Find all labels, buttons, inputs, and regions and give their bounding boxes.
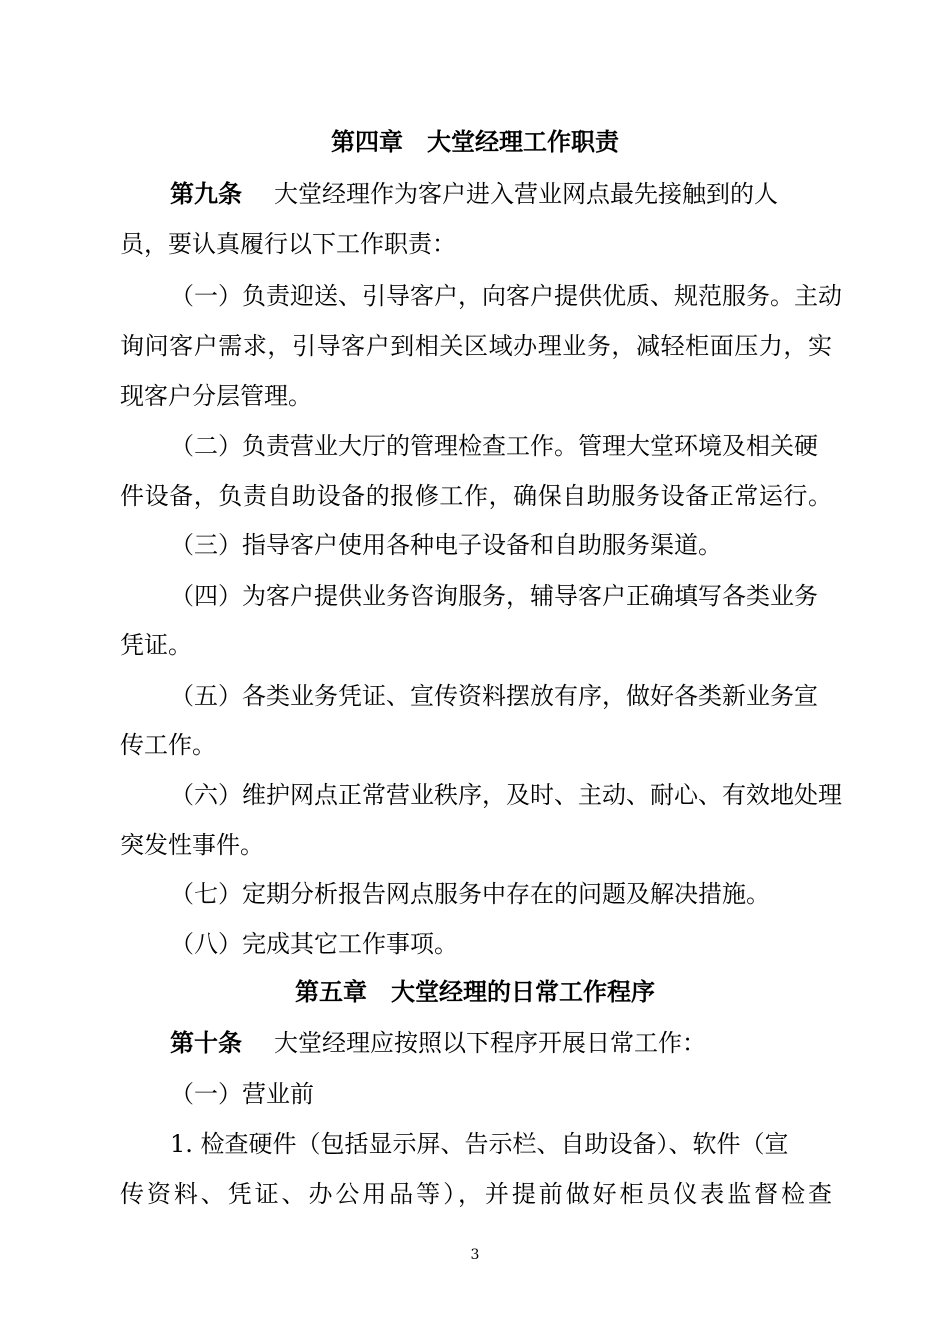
- item-7-line-1: （七）定期分析报告网点服务中存在的问题及解决措施。: [170, 880, 770, 908]
- item-4-line-2: 凭证。: [120, 631, 192, 659]
- article-9-label: 第九条: [170, 179, 242, 208]
- article-9-line-1: [170, 178, 778, 210]
- item-1-line-3: 现客户分层管理。: [120, 382, 312, 410]
- item-1-line-1: （一）负责迎送、引导客户，向客户提供优质、规范服务。主动: [170, 282, 842, 310]
- item-5-line-2: 传工作。: [120, 731, 216, 759]
- article-9-line-2: 员，要认真履行以下工作职责：: [120, 230, 456, 258]
- item-4-line-1: （四）为客户提供业务咨询服务，辅导客户正确填写各类业务: [170, 582, 818, 610]
- point-1-line-2: 传资料、凭证、办公用品等），并提前做好柜员仪表监督检查: [120, 1180, 832, 1208]
- article-10-line-1: [170, 1027, 706, 1059]
- chapter-5-title: 第五章 大堂经理的日常工作程序: [295, 977, 655, 1006]
- item-6-line-1: （六）维护网点正常营业秩序，及时、主动、耐心、有效地处理: [170, 781, 842, 809]
- article-10-label: 第十条: [170, 1028, 242, 1057]
- item-2-line-2: 件设备，负责自助设备的报修工作，确保自助服务设备正常运行。: [120, 482, 832, 510]
- item-5-line-1: （五）各类业务凭证、宣传资料摆放有序，做好各类新业务宣: [170, 682, 818, 710]
- chapter-4-title: 第四章 大堂经理工作职责: [331, 127, 619, 156]
- article-9-text-1: 大堂经理作为客户进入营业网点最先接触到的人: [274, 180, 778, 208]
- subsection-before-business: （一）营业前: [170, 1080, 314, 1108]
- item-2-line-1: （二）负责营业大厅的管理检查工作。管理大堂环境及相关硬: [170, 432, 818, 460]
- item-8-line-1: （八）完成其它工作事项。: [170, 930, 458, 958]
- item-3-line-1: （三）指导客户使用各种电子设备和自助服务渠道。: [170, 531, 722, 559]
- article-10-text-1: 大堂经理应按照以下程序开展日常工作：: [274, 1029, 706, 1057]
- item-1-line-2: 询问客户需求，引导客户到相关区域办理业务，减轻柜面压力，实: [120, 332, 832, 360]
- page-number: 3: [470, 1247, 480, 1263]
- point-1-line-1: 1. 检查硬件（包括显示屏、告示栏、自助设备）、软件（宣: [170, 1130, 789, 1158]
- item-6-line-2: 突发性事件。: [120, 831, 264, 859]
